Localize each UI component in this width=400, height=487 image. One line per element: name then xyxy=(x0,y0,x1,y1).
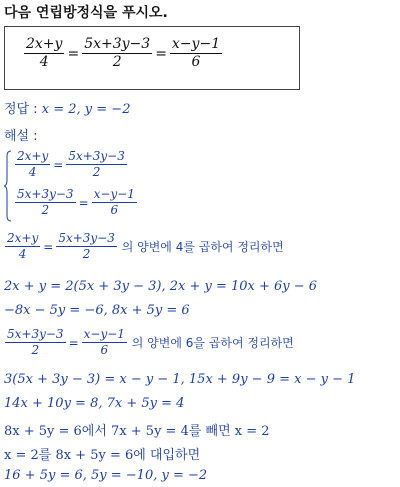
denominator: 2 xyxy=(82,247,91,262)
solution-line: −8x − 5y = −6, 8x + 5y = 6 xyxy=(4,303,190,318)
denominator: 6 xyxy=(100,343,109,358)
fraction xyxy=(82,328,127,357)
fraction xyxy=(5,232,40,261)
numerator: 5x+3y−3 xyxy=(82,37,152,54)
equals-sign: = xyxy=(53,157,64,172)
denominator: 2 xyxy=(112,54,122,71)
denominator: 6 xyxy=(110,203,119,218)
numerator: 5x+3y−3 xyxy=(66,150,127,165)
denominator: 2 xyxy=(92,165,101,180)
numerator: x−y−1 xyxy=(170,37,222,54)
equals-sign: = xyxy=(78,195,89,210)
solution-line: 3(5x + 3y − 3) = x − y − 1, 15x + 9y − 9 = x − y − 1 xyxy=(4,372,356,387)
numerator: 2x+y xyxy=(5,232,40,247)
numerator: 5x+3y−3 xyxy=(5,328,66,343)
denominator: 2 xyxy=(31,343,40,358)
denominator: 4 xyxy=(39,54,49,71)
solution-line: 2x + y = 2(5x + 3y − 3), 2x + y = 10x + 6y − 6 xyxy=(4,279,318,294)
equals-sign: = xyxy=(155,45,167,62)
numerator: x−y−1 xyxy=(92,188,137,203)
solution-step xyxy=(4,232,284,261)
solution-line: x = 2를 8x + 5y = 6에 대입하면 xyxy=(4,448,201,463)
fraction xyxy=(5,328,66,357)
step-text: 의 양변에 4를 곱하여 정리하면 xyxy=(121,240,284,255)
equals-sign: = xyxy=(67,45,80,62)
step-text: 의 양변에 6을 곱하여 정리하면 xyxy=(131,336,294,351)
fraction xyxy=(82,37,152,71)
fraction xyxy=(15,150,50,179)
denominator: 4 xyxy=(18,247,27,262)
fraction xyxy=(15,188,76,217)
denominator: 2 xyxy=(41,203,50,218)
solution-line: 14x + 10y = 8, 7x + 5y = 4 xyxy=(4,396,185,411)
numerator: x−y−1 xyxy=(82,328,127,343)
numerator: 5x+3y−3 xyxy=(56,232,117,247)
denominator: 6 xyxy=(191,54,201,71)
equals-sign: = xyxy=(68,335,79,350)
numerator: 5x+3y−3 xyxy=(15,188,76,203)
fraction xyxy=(170,37,222,71)
fraction xyxy=(66,150,127,179)
system-row xyxy=(14,150,128,179)
equals-sign: = xyxy=(43,239,54,254)
numerator: 2x+y xyxy=(24,37,64,54)
problem-title: 다음 연립방정식을 푸시오. xyxy=(4,5,168,21)
equation-system xyxy=(4,150,174,222)
solution-line: 8x + 5y = 6에서 7x + 5y = 4를 빼면 x = 2 xyxy=(4,424,270,439)
solution-line: 16 + 5y = 6, 5y = −10, y = −2 xyxy=(4,468,208,483)
explanation-label: 해설 : xyxy=(4,129,38,144)
answer-label: 정답 : xyxy=(4,102,38,117)
numerator: 2x+y xyxy=(15,150,50,165)
denominator: 4 xyxy=(28,165,37,180)
solution-step xyxy=(4,328,294,357)
fraction xyxy=(92,188,137,217)
system-row xyxy=(14,188,138,217)
problem-box xyxy=(4,26,300,90)
answer-value: x = 2, y = −2 xyxy=(41,102,131,117)
answer-line xyxy=(4,98,130,117)
fraction xyxy=(56,232,117,261)
fraction xyxy=(24,37,64,71)
problem-equation xyxy=(23,37,223,71)
left-brace-icon xyxy=(4,150,12,222)
